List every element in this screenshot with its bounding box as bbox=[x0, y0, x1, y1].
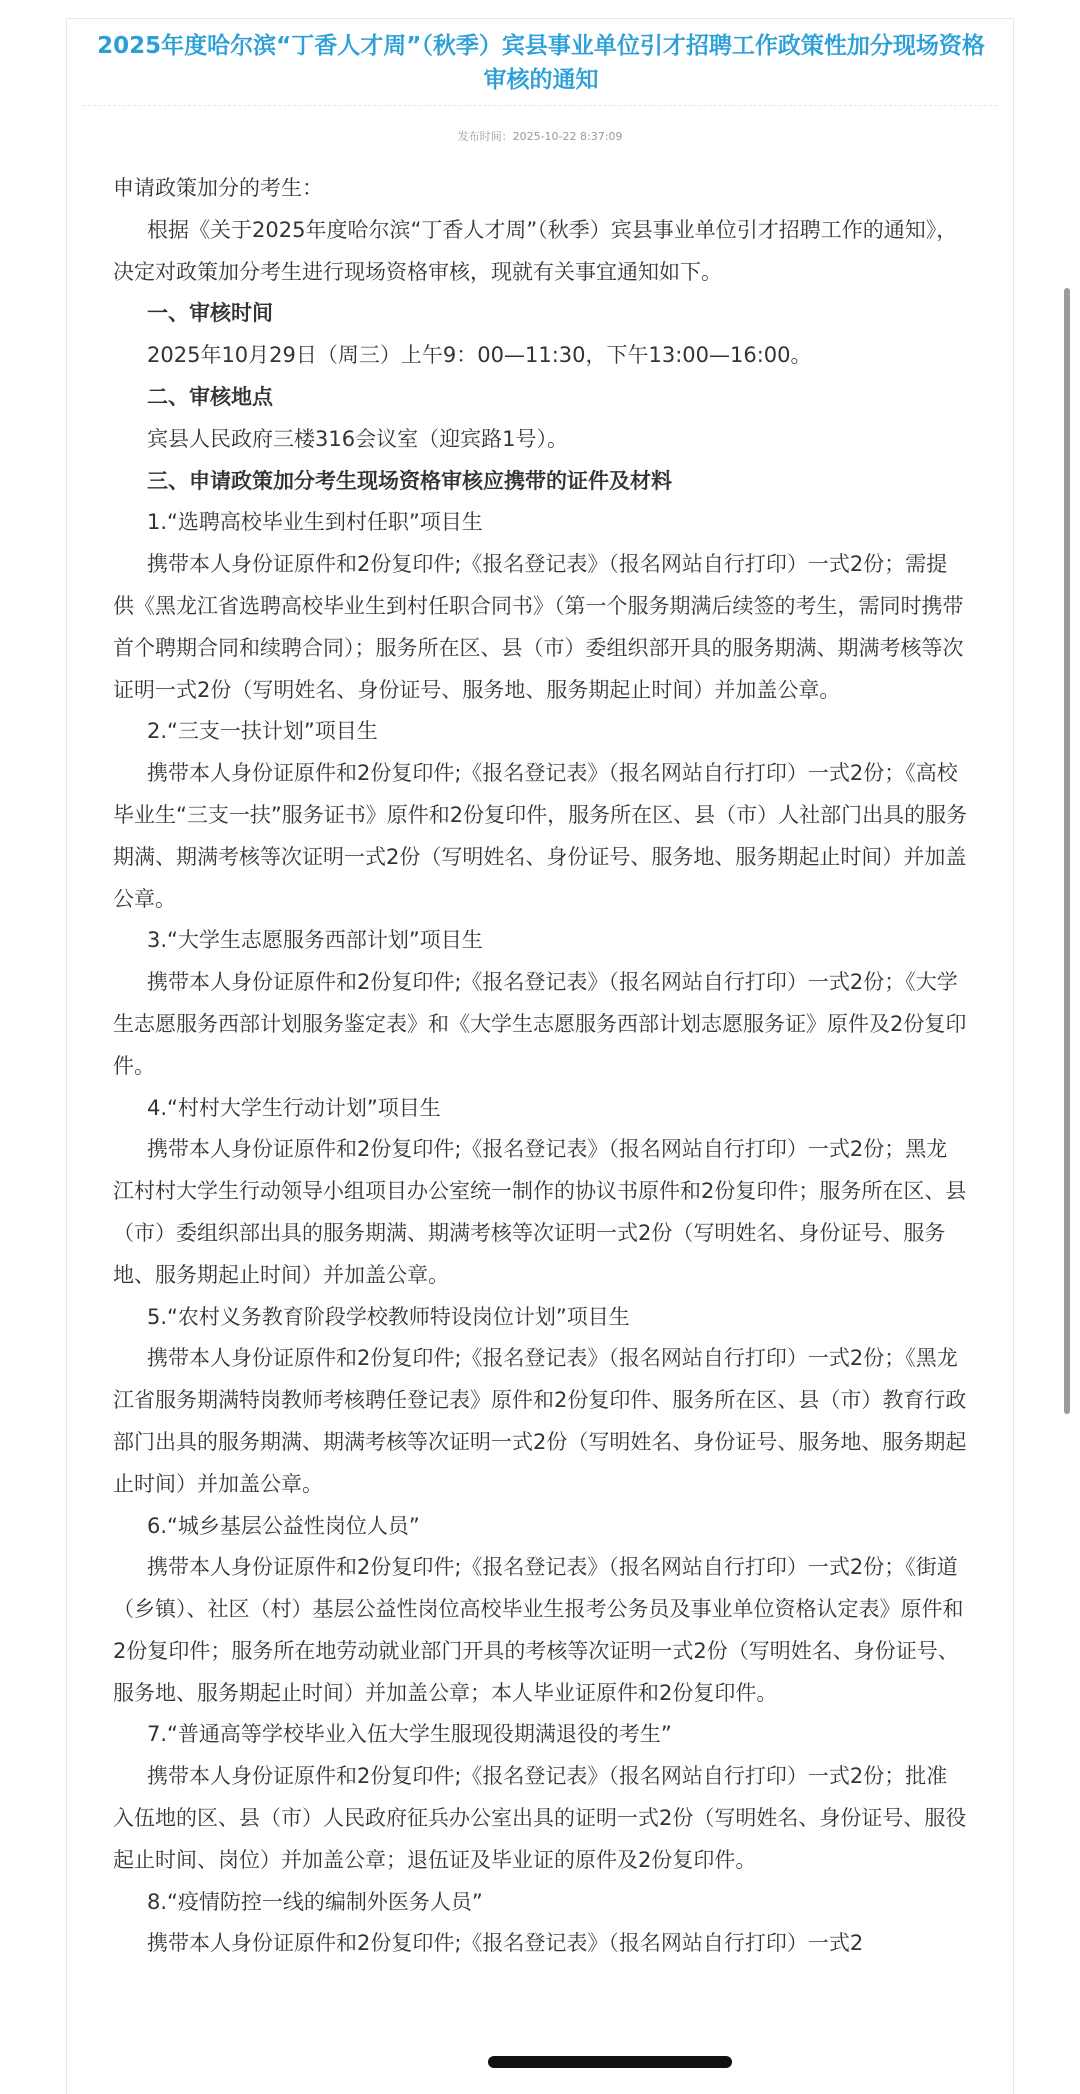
title-divider bbox=[83, 105, 997, 106]
body-paragraph: 携带本人身份证原件和2份复印件;《报名登记表》（报名网站自行打印）一式2 bbox=[147, 1931, 864, 1956]
item-heading: 3.“大学生志愿服务西部计划”项目生 bbox=[147, 928, 483, 953]
item-heading: 1.“选聘高校毕业生到村任职”项目生 bbox=[147, 510, 483, 535]
publish-meta bbox=[67, 130, 1013, 144]
home-indicator[interactable] bbox=[488, 2056, 732, 2068]
section-heading: 一、审核时间 bbox=[147, 301, 273, 326]
article-body bbox=[67, 144, 1013, 1965]
body-paragraph: 携带本人身份证原件和2份复印件;《报名登记表》（报名网站自行打印）一式2份；黑龙江村村大学生行动领导小组项目办公室统一制作的协议书原件和2份复印件；服务所在区、县（市）委组织部出具的服务期满、期满考核等次证明一式2份（写明姓名、身份证号、服务地、服务期起止时间）并加盖公章。 bbox=[113, 1137, 967, 1287]
article-container bbox=[66, 18, 1014, 2094]
item-heading: 2.“三支一扶计划”项目生 bbox=[147, 719, 378, 744]
body-paragraph: 根据《关于2025年度哈尔滨“丁香人才周”（秋季）宾县事业单位引才招聘工作的通知》，决定对政策加分考生进行现场资格审核，现就有关事宜通知如下。 bbox=[113, 217, 958, 284]
article-title: 2025年度哈尔滨“丁香人才周”（秋季）宾县事业单位引才招聘工作政策性加分现场资格审核的通知 bbox=[97, 33, 985, 93]
publish-time: 2025-10-22 8:37:09 bbox=[512, 130, 623, 143]
body-paragraph: 宾县人民政府三楼316会议室（迎宾路1号）。 bbox=[147, 426, 568, 451]
item-heading: 8.“疫情防控一线的编制外医务人员” bbox=[147, 1889, 483, 1914]
body-paragraph: 2025年10月29日（周三）上午9：00—11:30，下午13:00—16:00。 bbox=[147, 343, 812, 368]
section-heading: 二、审核地点 bbox=[147, 384, 273, 409]
body-paragraph: 携带本人身份证原件和2份复印件;《报名登记表》（报名网站自行打印）一式2份；《高校毕业生“三支一扶”服务证书》原件和2份复印件，服务所在区、县（市）人社部门出具的服务期满、期满考核等次证明一式2份（写明姓名、身份证号、服务地、服务期起止时间）并加盖公章。 bbox=[113, 761, 968, 911]
item-heading: 5.“农村义务教育阶段学校教师特设岗位计划”项目生 bbox=[147, 1304, 630, 1329]
publish-label: 发布时间： bbox=[457, 130, 513, 143]
salutation: 申请政策加分的考生： bbox=[113, 176, 323, 200]
item-heading: 6.“城乡基层公益性岗位人员” bbox=[147, 1513, 420, 1538]
body-paragraph: 携带本人身份证原件和2份复印件;《报名登记表》（报名网站自行打印）一式2份；《街道（乡镇）、社区（村）基层公益性岗位高校毕业生报考公务员及事业单位资格认定表》原件和2份复印件；服务所在地劳动就业部门开具的考核等次证明一式2份（写明姓名、身份证号、服务地、服务期起止时间）并加盖公章；本人毕业证原件和2份复印件。 bbox=[113, 1555, 964, 1705]
body-paragraph: 携带本人身份证原件和2份复印件;《报名登记表》（报名网站自行打印）一式2份；批准入伍地的区、县（市）人民政府征兵办公室出具的证明一式2份（写明姓名、身份证号、服役起止时间、岗位）并加盖公章；退伍证及毕业证的原件及2份复印件。 bbox=[113, 1764, 967, 1872]
vertical-scrollbar[interactable] bbox=[1064, 288, 1070, 1414]
item-heading: 7.“普通高等学校毕业入伍大学生服现役期满退役的考生” bbox=[147, 1722, 672, 1747]
item-heading: 4.“村村大学生行动计划”项目生 bbox=[147, 1095, 441, 1120]
body-paragraph: 携带本人身份证原件和2份复印件;《报名登记表》（报名网站自行打印）一式2份；《大学生志愿服务西部计划服务鉴定表》和《大学生志愿服务西部计划志愿服务证》原件及2份复印件。 bbox=[113, 970, 967, 1078]
body-paragraph: 携带本人身份证原件和2份复印件;《报名登记表》（报名网站自行打印）一式2份；需提供《黑龙江省选聘高校毕业生到村任职合同书》（第一个服务期满后续签的考生，需同时携带首个聘期合同和续聘合同）；服务所在区、县（市）委组织部开具的服务期满、期满考核等次证明一式2份（写明姓名、身份证号、服务地、服务期起止时间）并加盖公章。 bbox=[113, 552, 964, 702]
body-paragraph: 携带本人身份证原件和2份复印件;《报名登记表》（报名网站自行打印）一式2份；《黑龙江省服务期满特岗教师考核聘任登记表》原件和2份复印件、服务所在区、县（市）教育行政部门出具的服务期满、期满考核等次证明一式2份（写明姓名、身份证号、服务地、服务期起止时间）并加盖公章。 bbox=[113, 1346, 967, 1496]
section-heading: 三、申请政策加分考生现场资格审核应携带的证件及材料 bbox=[147, 468, 672, 493]
